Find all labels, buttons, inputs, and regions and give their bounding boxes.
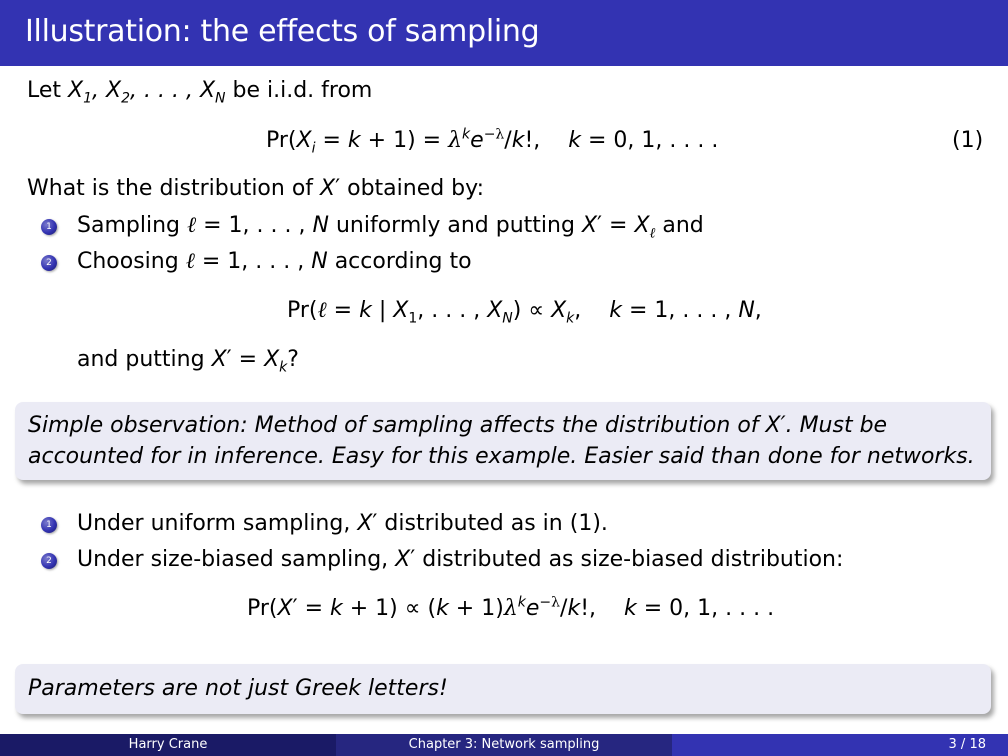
list2-item-2-b: distributed as size-biased distribution: — [415, 547, 844, 572]
list2-badge-2: 2 — [41, 553, 57, 569]
footer-page: 3 / 18 — [948, 737, 986, 752]
intro-suffix: be i.i.d. from — [225, 78, 373, 103]
putting-suffix: ? — [287, 347, 299, 372]
list1-item-2: Choosing ℓ = 1, . . . , N according to — [77, 249, 472, 274]
list1-badge-1: 1 — [41, 219, 57, 235]
footer-author: Harry Crane — [0, 734, 336, 756]
list1-badge-2: 2 — [41, 255, 57, 271]
list1-item-2-b: according to — [327, 249, 472, 274]
intro-prefix: Let — [27, 78, 69, 103]
list2-item-2: Under size-biased sampling, X′ distributed as size-biased distribution: — [77, 547, 844, 572]
list1-item-1-a: Sampling — [77, 213, 187, 238]
title-bar — [0, 0, 1008, 66]
intro-math: $X_1$, $X_2$, . . . , $X_N$ — [68, 78, 226, 107]
question-line: What is the distribution of X′ obtained by: — [27, 176, 484, 201]
list1-item-1: Sampling ℓ = 1, . . . , N uniformly and putting $X' = X_\ell$ and — [77, 213, 704, 242]
list2-badge-1: 1 — [41, 517, 57, 533]
list1-item-2-a: Choosing — [77, 249, 186, 274]
observation-block — [15, 402, 991, 480]
observation-line-2: accounted for in inference. Easy for this example. Easier said than done for networks. — [28, 444, 975, 469]
putting-line: and putting $X' = X_k$? — [77, 347, 299, 376]
list2-item-1: Under uniform sampling, X′ distributed as in (1). — [77, 511, 608, 536]
list2-item-1-b: distributed as in (1). — [377, 511, 608, 536]
list2-item-2-a: Under size-biased sampling, — [77, 547, 396, 572]
parameters-block — [15, 664, 991, 714]
question-prefix: What is the distribution of — [27, 176, 321, 201]
putting-prefix: and putting — [77, 347, 212, 372]
equation-1: $Pr(X_i = k + 1) = \lambda^ke^{-\lambda}/k$!, k = 0, 1, . . . . — [266, 126, 719, 157]
intro-line — [27, 77, 372, 105]
slide-title: Illustration: the effects of sampling — [25, 14, 540, 49]
list1-item-1-c: and — [655, 213, 704, 238]
parameters-text: Parameters are not just Greek letters! — [28, 676, 448, 701]
footer-page-section — [672, 734, 1008, 756]
question-suffix: obtained by: — [340, 176, 484, 201]
observation-line-1: Simple observation: Method of sampling affects the distribution of X′. Must be — [28, 413, 888, 438]
equation-1-label: (1) — [952, 128, 984, 153]
list2-item-1-a: Under uniform sampling, — [77, 511, 358, 536]
equation-2: Pr(ℓ = k | $X_1$, . . . , $X_N) \propto X_k$, k = 1, . . . , N, — [287, 298, 762, 327]
footer — [0, 734, 1008, 756]
list1-item-1-b: uniformly and putting — [328, 213, 582, 238]
footer-chapter: Chapter 3: Network sampling — [336, 734, 672, 756]
equation-3: $Pr(X' = k + 1) \propto (k + 1)\lambda^ke^{-\lambda}/k$!, k = 0, 1, . . . . — [247, 594, 775, 621]
